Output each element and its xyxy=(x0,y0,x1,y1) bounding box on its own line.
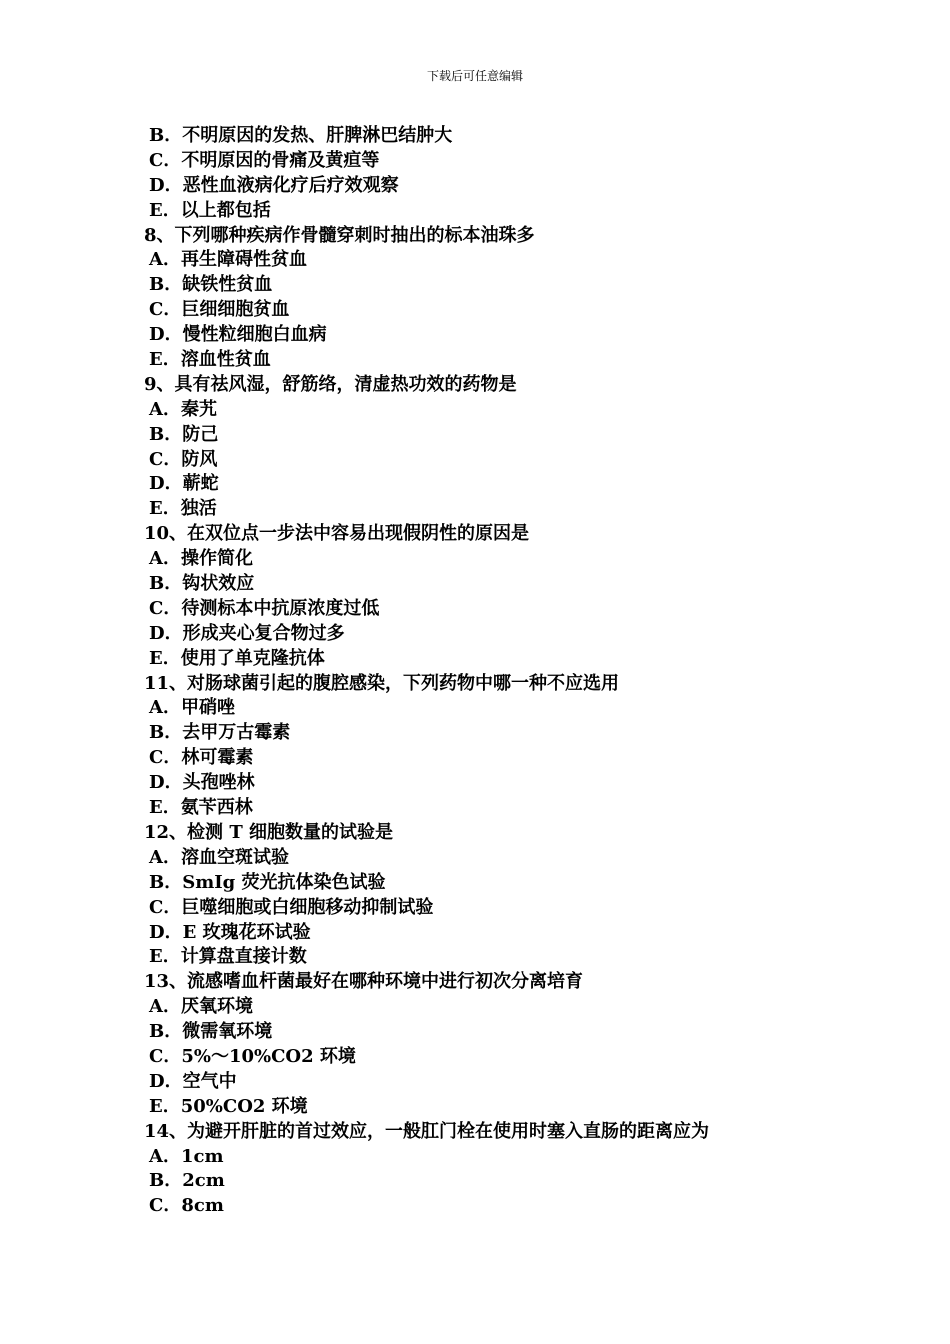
option-text: 5%～10%CO2 环境 xyxy=(181,1045,356,1067)
option-letter: B． xyxy=(149,1021,183,1043)
answer-option xyxy=(144,647,824,672)
option-letter: A． xyxy=(149,398,181,420)
option-text: 甲硝唑 xyxy=(180,697,235,719)
option-text: 使用了单克隆抗体 xyxy=(180,647,325,669)
answer-option xyxy=(144,622,824,647)
option-letter: E． xyxy=(149,1095,181,1117)
option-text: E 玫瑰花环试验 xyxy=(182,921,311,943)
answer-option xyxy=(144,472,824,497)
option-text: 恶性血液病化疗后疗效观察 xyxy=(182,174,399,196)
answer-option xyxy=(144,846,824,871)
answer-option xyxy=(144,273,824,298)
option-letter: D． xyxy=(149,921,183,943)
question-stem xyxy=(144,373,824,398)
option-text: 钩状效应 xyxy=(182,573,255,595)
answer-option xyxy=(144,746,824,771)
page-header: 下载后可任意编辑 xyxy=(426,69,523,83)
question-text: 9、具有祛风湿，舒筋络，清虚热功效的药物是 xyxy=(144,373,517,395)
option-text: 巨细细胞贫血 xyxy=(181,299,290,321)
option-text: 微需氧环境 xyxy=(182,1021,273,1043)
question-stem xyxy=(144,970,824,995)
answer-option xyxy=(144,323,824,348)
answer-option xyxy=(144,1095,824,1120)
option-text: 2cm xyxy=(182,1170,225,1192)
answer-option xyxy=(144,348,824,373)
answer-option xyxy=(144,871,824,896)
question-text: 12、检测 T 细胞数量的试验是 xyxy=(144,821,393,843)
option-letter: C． xyxy=(149,149,182,171)
option-text: 溶血空斑试验 xyxy=(180,846,289,868)
answer-option xyxy=(144,696,824,721)
option-letter: D． xyxy=(149,473,183,495)
question-text: 10、在双位点一步法中容易出现假阴性的原因是 xyxy=(144,523,530,545)
question-stem xyxy=(144,224,824,249)
option-text: 林可霉素 xyxy=(181,747,254,769)
option-text: 再生障碍性贫血 xyxy=(180,249,307,271)
option-letter: A． xyxy=(149,548,181,570)
answer-option xyxy=(144,597,824,622)
question-list xyxy=(144,124,824,1219)
answer-option xyxy=(144,1070,824,1095)
answer-option xyxy=(144,1194,824,1219)
option-text: 计算盘直接计数 xyxy=(180,946,307,968)
option-letter: C． xyxy=(149,597,182,619)
option-letter: D． xyxy=(149,1070,183,1092)
question-stem xyxy=(144,672,824,697)
question-text: 13、流感嗜血杆菌最好在哪种环境中进行初次分离培育 xyxy=(144,971,584,993)
option-text: 氨苄西林 xyxy=(180,797,253,819)
option-text: 不明原因的骨痛及黄疸等 xyxy=(181,149,380,171)
option-text: 8cm xyxy=(181,1195,224,1217)
answer-option xyxy=(144,423,824,448)
option-text: 形成夹心复合物过多 xyxy=(182,622,345,644)
option-letter: C． xyxy=(149,1045,182,1067)
option-text: 巨噬细胞或白细胞移动抑制试验 xyxy=(181,896,434,918)
answer-option xyxy=(144,572,824,597)
question-stem xyxy=(144,821,824,846)
option-text: 50%CO2 环境 xyxy=(180,1095,308,1117)
option-letter: E． xyxy=(149,349,181,371)
option-text: 秦艽 xyxy=(180,398,217,420)
answer-option xyxy=(144,921,824,946)
option-letter: E． xyxy=(149,946,181,968)
option-text: 头孢唑林 xyxy=(182,772,255,794)
option-letter: C． xyxy=(149,896,182,918)
option-text: 防己 xyxy=(182,423,219,445)
option-letter: B． xyxy=(149,722,183,744)
answer-option xyxy=(144,174,824,199)
option-letter: A． xyxy=(149,846,181,868)
answer-option xyxy=(144,547,824,572)
option-text: 空气中 xyxy=(182,1070,237,1092)
option-text: 独活 xyxy=(180,498,217,520)
answer-option xyxy=(144,1169,824,1194)
option-letter: E． xyxy=(149,199,181,221)
option-text: 厌氧环境 xyxy=(180,996,253,1018)
question-text: 8、下列哪种疾病作骨髓穿刺时抽出的标本油珠多 xyxy=(144,224,535,246)
option-text: 操作简化 xyxy=(180,548,253,570)
option-text: 待测标本中抗原浓度过低 xyxy=(181,597,380,619)
option-text: 防风 xyxy=(181,448,218,470)
option-letter: D． xyxy=(149,772,183,794)
option-letter: B． xyxy=(149,1170,183,1192)
answer-option xyxy=(144,771,824,796)
option-letter: B． xyxy=(149,274,183,296)
option-text: 不明原因的发热、肝脾淋巴结肿大 xyxy=(182,125,453,146)
answer-option xyxy=(144,298,824,323)
option-letter: C． xyxy=(149,747,182,769)
answer-option xyxy=(144,896,824,921)
answer-option xyxy=(144,398,824,423)
option-letter: E． xyxy=(149,498,181,520)
answer-option xyxy=(144,149,824,174)
answer-option xyxy=(144,721,824,746)
answer-option xyxy=(144,1045,824,1070)
option-letter: D． xyxy=(149,324,183,346)
answer-option xyxy=(144,1020,824,1045)
question-stem xyxy=(144,1120,824,1145)
option-text: 慢性粒细胞白血病 xyxy=(182,324,327,346)
option-letter: A． xyxy=(149,249,181,271)
option-text: 去甲万古霉素 xyxy=(182,722,291,744)
option-letter: B． xyxy=(149,423,183,445)
answer-option xyxy=(144,124,824,149)
option-text: 1cm xyxy=(180,1145,224,1167)
option-letter: B． xyxy=(149,125,183,146)
answer-option xyxy=(144,995,824,1020)
option-letter: C． xyxy=(149,1195,182,1217)
option-text: 蕲蛇 xyxy=(182,473,219,495)
option-letter: C． xyxy=(149,448,182,470)
option-text: SmIg 荧光抗体染色试验 xyxy=(182,871,386,893)
answer-option xyxy=(144,945,824,970)
question-text: 11、对肠球菌引起的腹腔感染，下列药物中哪一种不应选用 xyxy=(144,672,620,694)
answer-option xyxy=(144,1145,824,1170)
option-text: 以上都包括 xyxy=(180,199,271,221)
option-text: 溶血性贫血 xyxy=(180,349,271,371)
option-text: 缺铁性贫血 xyxy=(182,274,273,296)
option-letter: B． xyxy=(149,573,183,595)
answer-option xyxy=(144,248,824,273)
option-letter: E． xyxy=(149,647,181,669)
question-text: 14、为避开肝脏的首过效应，一般肛门栓在使用时塞入直肠的距离应为 xyxy=(144,1120,710,1142)
option-letter: D． xyxy=(149,174,183,196)
option-letter: D． xyxy=(149,622,183,644)
answer-option xyxy=(144,199,824,224)
answer-option xyxy=(144,796,824,821)
option-letter: A． xyxy=(149,697,181,719)
answer-option xyxy=(144,448,824,473)
option-letter: A． xyxy=(149,1145,181,1167)
option-letter: E． xyxy=(149,797,181,819)
answer-option xyxy=(144,497,824,522)
option-letter: C． xyxy=(149,299,182,321)
option-letter: A． xyxy=(149,996,181,1018)
question-stem xyxy=(144,522,824,547)
option-letter: B． xyxy=(149,871,183,893)
